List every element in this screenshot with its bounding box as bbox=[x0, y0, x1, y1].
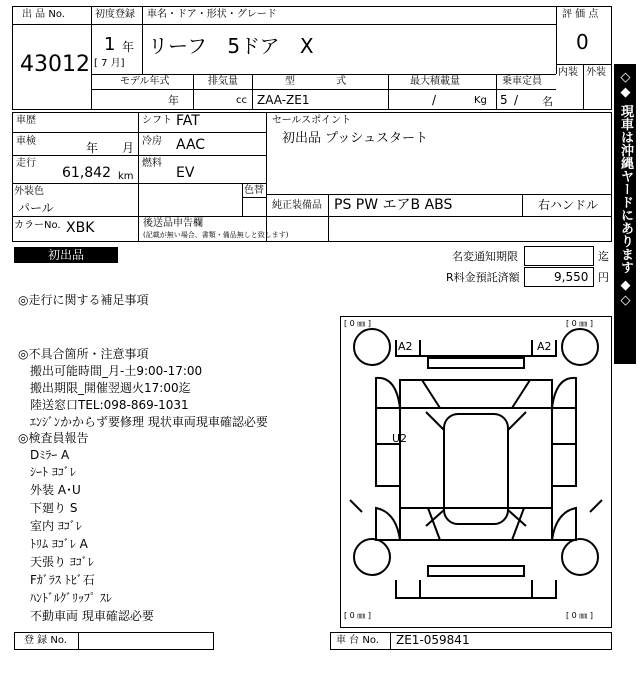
notes-line: 搬出可能時間_月-土9:00-17:00 bbox=[30, 364, 203, 378]
inspector-line: ｼｰﾄ ﾖｺﾞﾚ bbox=[30, 465, 76, 479]
score-label: 評 価 点 bbox=[562, 9, 599, 20]
load-slash: / bbox=[432, 93, 437, 107]
yard-location-text: ◇◆ 現車は沖縄ヤードにあります ◆◇ bbox=[618, 70, 633, 309]
inspector-line: ﾊﾝﾄﾞﾙｸﾞﾘｯﾌﾟ ｽﾚ bbox=[30, 591, 112, 605]
ac-value: AAC bbox=[176, 137, 206, 153]
fuel-label: 燃料 bbox=[142, 158, 162, 169]
inspector-line: 下廻り S bbox=[30, 501, 78, 515]
exterior-label: 外装 bbox=[586, 67, 606, 78]
lot-label: 出 品 No. bbox=[22, 9, 65, 20]
inspection-label: 車検 bbox=[16, 136, 36, 147]
shift-label: シフト bbox=[142, 115, 172, 126]
notes-line: ｴﾝｼﾞﾝかからず要修理 現状車両現車確認必要 bbox=[30, 415, 268, 429]
chassis-number-value: ZE1-059841 bbox=[396, 633, 470, 647]
tire-tread-rear-right: [ 0 ㎜ ] bbox=[566, 611, 593, 620]
first-registration-month: [ 7 月] bbox=[94, 58, 125, 69]
kg-suffix: Kg bbox=[474, 95, 487, 106]
model-year-label: モデル年式 bbox=[120, 76, 170, 87]
damage-mark-a2-left: A2 bbox=[398, 340, 413, 353]
first-registration-label: 初度登録 bbox=[95, 9, 135, 20]
car-name: リーフ 5ドア X bbox=[148, 34, 314, 58]
yard-location-banner bbox=[614, 64, 636, 364]
deadline-box bbox=[524, 246, 594, 266]
ac-label: 冷房 bbox=[142, 136, 162, 147]
notes-line: 陸送窓口TEL:098-869-1031 bbox=[30, 398, 189, 412]
mileage-label: 走行 bbox=[16, 158, 36, 169]
type-value: ZAA-ZE1 bbox=[257, 93, 310, 107]
tire-tread-front-left: [ 0 ㎜ ] bbox=[344, 319, 371, 328]
shift-value: FAT bbox=[176, 113, 200, 129]
capacity-slash: / bbox=[514, 93, 519, 107]
registration-number-label: 登 録 No. bbox=[24, 635, 67, 646]
tire-tread-front-right: [ 0 ㎜ ] bbox=[566, 319, 593, 328]
inspector-line: 外装 A･U bbox=[30, 483, 81, 497]
wheel-rear-left bbox=[354, 539, 390, 575]
first-listing-badge bbox=[14, 247, 118, 263]
equipment-value: PS PW エアB ABS bbox=[334, 197, 453, 213]
history-label: 車歴 bbox=[16, 115, 36, 126]
notes-defects-heading: ◎不具合箇所・注意事項 bbox=[18, 347, 149, 361]
score-value: 0 bbox=[576, 30, 589, 54]
tire-tread-rear-left: [ 0 ㎜ ] bbox=[344, 611, 371, 620]
fuel-value: EV bbox=[176, 165, 195, 181]
exterior-color-value: パール bbox=[18, 201, 54, 215]
inspector-line: 天張り ﾖｺﾞﾚ bbox=[30, 555, 94, 569]
type-label: 型 式 bbox=[285, 76, 347, 87]
deadline-suffix: 迄 bbox=[598, 250, 609, 263]
chassis-number-label: 車 台 No. bbox=[336, 635, 379, 646]
deadline-label: 名変通知期限 bbox=[452, 250, 518, 263]
model-year-suffix: 年 bbox=[168, 94, 179, 107]
cc-suffix: cc bbox=[236, 95, 247, 106]
car-outline-diagram bbox=[340, 316, 612, 628]
inspector-line: Fｶﾞﾗｽ ﾄﾋﾞ石 bbox=[30, 573, 95, 587]
post-report-label: 後送品申告欄 bbox=[143, 218, 203, 229]
color-number-value: XBK bbox=[66, 220, 95, 236]
notes-line: 搬出期限_開催翌週火17:00迄 bbox=[30, 381, 191, 395]
post-report-note: (記載が無い場合、書類・備品無しと致します) bbox=[143, 231, 289, 239]
max-load-label: 最大積載量 bbox=[410, 76, 460, 87]
recycle-suffix: 円 bbox=[598, 271, 609, 284]
notes-driving-heading: ◎走行に関する補足事項 bbox=[18, 293, 149, 307]
interior-label: 内装 bbox=[558, 67, 578, 78]
wheel-front-left bbox=[354, 329, 390, 365]
inspector-line: ﾄﾘﾑ ﾖｺﾞﾚ A bbox=[30, 537, 88, 551]
color-number-label: カラーNo. bbox=[14, 220, 61, 231]
sales-point-label: セールスポイント bbox=[272, 115, 352, 126]
recycle-label: R料金預託済額 bbox=[446, 271, 520, 284]
name-suffix: 名 bbox=[542, 95, 553, 108]
wheel-rear-right bbox=[562, 539, 598, 575]
equipment-label: 純正装備品 bbox=[272, 200, 322, 211]
capacity-value: 5 bbox=[500, 93, 508, 107]
damage-mark-a2-right: A2 bbox=[537, 340, 552, 353]
inspector-line: 不動車両 現車確認必要 bbox=[30, 609, 154, 623]
rear-bumper bbox=[428, 566, 524, 576]
recycle-value: 9,550 bbox=[554, 270, 589, 284]
year-unit: 年 bbox=[122, 40, 135, 54]
steering-value: 右ハンドル bbox=[538, 198, 599, 212]
inspection-month: 月 bbox=[122, 141, 135, 155]
first-registration-year: 1 bbox=[104, 34, 116, 55]
front-grille bbox=[428, 358, 524, 368]
capacity-label: 乗車定員 bbox=[502, 76, 542, 87]
displacement-label: 排気量 bbox=[208, 76, 238, 87]
car-name-label: 車名・ドア・形状・グレード bbox=[147, 9, 277, 20]
mileage-value: 61,842 bbox=[62, 165, 111, 181]
exterior-color-label: 外装色 bbox=[14, 186, 44, 197]
inspector-line: 室内 ﾖｺﾞﾚ bbox=[30, 519, 82, 533]
notes-inspector-heading: ◎検査員報告 bbox=[18, 431, 89, 445]
sales-point-value: 初出品 プッシュスタート bbox=[282, 131, 428, 146]
damage-mark-u2: U2 bbox=[392, 432, 408, 445]
inspection-year: 年 bbox=[86, 141, 99, 155]
inspector-line: Dﾐﾗｰ A bbox=[30, 448, 70, 462]
wheel-front-right bbox=[562, 329, 598, 365]
lot-number: 43012 bbox=[20, 52, 90, 77]
first-listing-text: 初出品 bbox=[48, 248, 85, 262]
mileage-unit: km bbox=[118, 171, 134, 182]
color-change-label: 色替 bbox=[244, 185, 264, 196]
